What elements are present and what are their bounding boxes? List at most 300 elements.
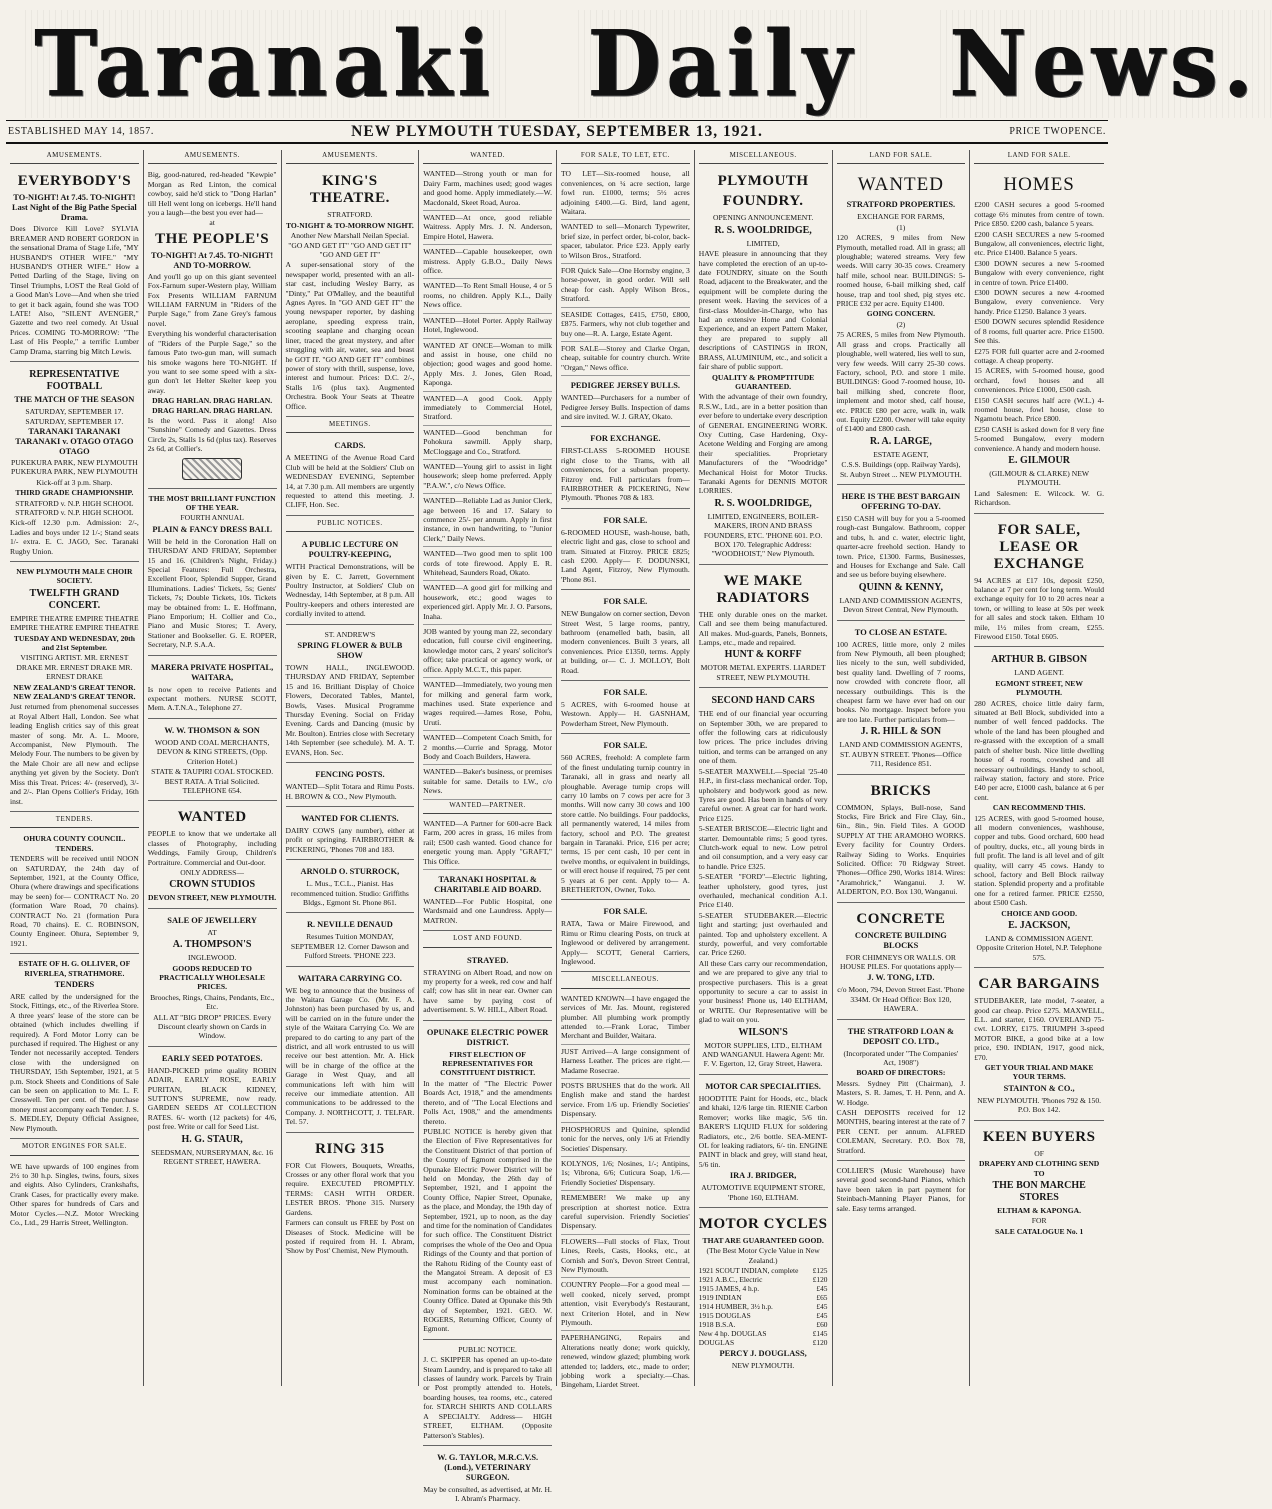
column-6: [695, 150, 833, 1386]
lease-exchange-ad: [974, 516, 1104, 648]
ad-title: IRA J. BRIDGER,: [729, 1171, 797, 1181]
ad-title: W. G. TAYLOR, M.R.C.V.S. (Lond.), VETERINARY SURGEON.: [437, 1452, 539, 1482]
ad-text: DEVON STREET, NEW PLYMOUTH.: [148, 893, 277, 903]
ad-text: 94 ACRES at £17 10s, deposit £250, balance at 7 per cent for long term. Would exchange equity for 10 to 20 acres near a town, or willing to lease at 50s per week for all sales and stock taken. Eltham 10 mile, 1½ miles from cream, £255. Firewood £150. Total £605.: [974, 575, 1104, 642]
ad-text: STRAYING on Albert Road, and now on my property for a week, red cow and half calf; cow has slit in near ear. Owner can have same by paying cost of advertisement. S. W. HILL, Albert Road.: [423, 967, 552, 1015]
thomson-ad: [148, 721, 277, 801]
denaud-ad: [286, 915, 415, 966]
ad-subtitle: TENDERS: [54, 980, 95, 989]
veterinary-ad: [423, 1448, 552, 1509]
table-cell: £65: [816, 1293, 828, 1303]
title-word-news: News.: [935, 10, 1272, 118]
ad-title: HOMES: [1003, 174, 1075, 196]
for-sale-ad: [561, 902, 690, 972]
ad-title: WILSON'S: [738, 1026, 788, 1038]
ad-text: OF: [1034, 1148, 1044, 1158]
ad-text: Big, good-natured, red-headed "Kewpie" Morgan as Red Linton, the comical cowboy, said he'd stick to "Dong Harlan" till Hell went long on icebergs. He'll hand you a laugh—the best you ever had—: [147, 170, 277, 218]
list-item: WANTED—Competent Coach Smith, for 2 months.—Currie and Spragg, Motor Body and Coach Builders, Hawera.: [423, 731, 552, 765]
ad-text: Kick-off 12.30 p.m. Admission: 2/-, Ladies and boys under 12 1/-; Stand seats 1/- extra. E. C. JAGO, Sec. Taranaki Rugby Union.: [10, 518, 139, 556]
ad-text: THE MOST BRILLIANT FUNCTION OF THE YEAR.: [148, 493, 276, 512]
list-item: 5-SEATER "FORD"—Electric lighting, leather upholstery, good tyres, just overhauled, mechanical condition A.1. Price £140.: [698, 872, 828, 910]
ad-text: TO-NIGHT! At 7.45. TO-NIGHT! Last Night of the Big Pathe Special Drama.: [12, 193, 137, 223]
list-item: COUNTRY People—For a good meal —well cooked, nicely served, prompt attention, visit Everybody's Restaurant, next Criterion Hotel, and in New Plymouth.: [561, 1278, 690, 1331]
ad-text: ELTHAM & KAPONGA.: [997, 1205, 1082, 1215]
ad-text: MOTOR SUPPLIES, LTD., ELTHAM AND WANGANUI. Hawera Agent: Mr. F. V. Egerton, 12, Gray Street, Hawera.: [702, 1040, 825, 1069]
list-item: WANTED—Capable housekeeper, own mistress. Apply G.B.O., Daily News office.: [423, 245, 552, 279]
ad-title: FENCING POSTS.: [315, 770, 385, 780]
ad-text: Is now open to receive Patients and expectant mothers. NURSE SCOTT, Mem. A.T.N.A., Telephone 27.: [147, 684, 277, 713]
ad-title: OHURA COUNTY COUNCIL. TENDERS.: [23, 834, 126, 853]
ad-title: SECOND HAND CARS: [711, 695, 815, 707]
ad-text: LAND AND COMMISSION AGENTS, ST. AUBYN STREET. 'Phones—Office 711, Residence 851.: [839, 740, 963, 769]
ad-title: R. S. WOOLDRIDGE,: [714, 224, 812, 236]
section-heading: LOST AND FOUND.: [423, 933, 552, 947]
list-item: TO LET—Six-roomed house, all conveniences, on ¼ acre section, large fowl run. £1000, terms; 5½ acres adjoining £400.—G. Bird, land agent, Waitara.: [561, 167, 690, 220]
ad-text: THE end of our financial year occurring on September 30th, we are prepared to offer the following cars at ridiculously low prices. The price includes driving tuition, and terms can be arranged on any one of them.: [698, 709, 828, 766]
section-heading: AMUSEMENTS.: [148, 150, 277, 164]
laundry-ad: [423, 1342, 552, 1446]
ad-text: With the advantage of their own foundry, R.S.W., Ltd., are in a better position than ever before to undertake every description of GENERAL ENGINEERING WORK. Oxy Cutting, Case Hardening, Oxy-Acetone Welding and Forging are among their specialities. Proprietary Manufacturers of the "Woodridge" Mechanical Hoist for Motor Trucks. Taranaki Agents for DENNIS MOTOR LORRIES.: [698, 392, 828, 496]
ad-text: A MEETING of the Avenue Road Card Club will be held at the Soldiers' Club on WEDNESDAY EVENING, September 14, at 7.30 p.m. All members are urgently requested to attend this meeting. J. CLIFF, Hon. Sec.: [285, 453, 415, 510]
ad-text: RATA, Tawa or Maire Firewood, and Rimu or Rimu clearing Posts, on truck at Inglewood or delivered by arrangement. Apply— SCOTT, General Carriers, Inglewood.: [561, 919, 690, 966]
ad-title: WE MAKE RADIATORS: [716, 572, 810, 606]
ad-text: THAT ARE GUARANTEED GOOD.: [702, 1235, 824, 1245]
for-sale-ad: [561, 511, 690, 590]
ad-title: WANTED FOR CLIENTS.: [301, 813, 399, 823]
table-cell: 1915 JAMES, 4 h.p.: [698, 1284, 760, 1294]
ad-text: FOR CHIMNEYS OR WALLS. OR HOUSE PILES. For quotations apply—: [840, 952, 962, 971]
list-item: WANTED—Hotel Porter. Apply Railway Hotel, Inglewood.: [423, 314, 552, 339]
ad-text: WITH Practical Demonstrations, will be given by E. C. Jarrett, Government Poultry Instructor, at Soldiers' Club on Wednesday, 14th September, at 8 p.m. All Poultry-keepers and others interested are cordially invited to attend.: [285, 562, 415, 619]
ring-315-ad: [286, 1135, 415, 1261]
ad-text: OPENING ANNOUNCEMENT.: [712, 213, 814, 223]
list-item: £300 DOWN secures a new 5-roomed Bungalow with every convenience, right in centre of town. Price £1400.: [974, 258, 1104, 287]
election-notice: [423, 1023, 552, 1340]
table-row: [699, 1293, 828, 1302]
list-item: £250 CASH is asked down for 8 very fine 5-roomed Bungalow, every modern convenience. A handy and modern house.: [974, 424, 1104, 453]
ad-text: COMMON, Splays, Bull-nose, Sand Stocks, Fire Brick and Fire Clay, 6in., 6in., 8in., 9in. Field Tiles. A GOOD SUPPLY AT THE ARAMOHO WORKS. Every facility for Country Orders. Railway Siding to Works. Enquiries Solicited. Office: 70 Ridgway Street. 'Phones—Office 290, Works 1814. Wires: "Aramohrick," Wanganui. J. W. ALDERTON, P.O. Box 130, Wanganui.: [836, 802, 966, 897]
ad-text: And you'll go up on this giant seventeel Fox-Farnum super-Western play, William Fox Presents WILLIAM FARNUM WILLIAM FARNUM in "Riders of the Purple Sage," from Zane Grey's famous novel.: [147, 271, 277, 328]
table-cell: £60: [816, 1320, 828, 1330]
ad-text: CAN RECOMMEND THIS.: [992, 803, 1086, 813]
list-item: WANTED—Immediately, two young men for milking and general farm work, machines used. State experience and wages required.—James Rose, Pohu, Urutí.: [423, 678, 552, 731]
ad-title: EARLY SEED POTATOES.: [161, 1053, 263, 1063]
ad-text: WANTED—Split Totara and Rimu Posts. H. BROWN & CO., New Plymouth.: [285, 782, 415, 801]
ad-text: Farmers can consult us FREE by Post on Diseases of Stock. Medicine will be posted if required from H. I. Abram, 'Show by Post' Chemist, New Plymouth.: [285, 1218, 415, 1256]
ad-title: E. GILMOUR: [1008, 454, 1070, 466]
ad-text: LAND AGENT.: [1014, 668, 1064, 678]
ad-text: FOURTH ANNUAL: [180, 513, 244, 523]
bricks-ad: [837, 777, 966, 903]
ad-title: ARNOLD O. STURROCK,: [300, 867, 400, 877]
table-row: [699, 1266, 828, 1275]
ad-title: TWELFTH GRAND CONCERT.: [29, 587, 120, 611]
ad-text: QUALITY & PROMPTITUDE GUARANTEED.: [712, 372, 815, 391]
ad-text: NEW ZEALAND'S GREAT TENOR. NEW ZEALAND'S GREAT TENOR.: [13, 682, 136, 702]
ad-text: 125 ACRES, with good 5-roomed house, all modern conveniences, washhouse, copper and tubs. Good orchard, 600 head of poultry, ducks, etc., all young birds in full profit. The land is all level and of gilt quality, will carry 45 cows. Handy to school, factory and Bell Block railway station. Splendid property and a profitable one for a retired farmer. PRICE £2550, about £500 Cash.: [974, 813, 1104, 908]
ad-text: at: [209, 218, 215, 228]
ad-text: (The Best Motor Cycle Value in New Zealand.): [706, 1246, 820, 1265]
ad-title: ESTATE OF H. G. OLLIVER, OF RIVERLEA, STRATHMORE.: [18, 959, 131, 978]
list-item: KOLYNOS, 1/6; Nosines, 1/-; Antipins, 1s; Vibrona, 6/6; Cuticura Soap, 1/6.—Friendly Societies' Dispensary.: [561, 1157, 690, 1191]
ad-text: Kick-off at 3 p.m. Sharp.: [36, 477, 113, 487]
ad-text: 120 ACRES, 9 miles from New Plymouth, metalled road. All in grass; all ploughable; watered streams. Very few weeds. Will carry 30-35 cows. Creamery half mile, school near. BUILDINGS: 5-roomed house, 6-bail milking shed, calf house, trap and tool shed, pig styes etc. PRICE £32 per acre. Equity £1400.: [836, 233, 966, 309]
ad-text: Brooches, Rings, Chains, Pendants, Etc., Etc.: [150, 992, 275, 1012]
gibson-ad: [974, 649, 1104, 968]
ad-title: FOR SALE, LEASE OR EXCHANGE: [993, 521, 1085, 572]
ad-text: COLLIER'S (Music Warehouse) have several good second-hand Pianos, which have been taken in part payment for Steinbach-Manning Player Pianos, for sale. Easy terms arranged.: [836, 1166, 966, 1213]
column-2: [144, 150, 282, 1386]
list-item: £150 CASH secures half acre (W.L.) 4-roomed house, fowl house, close to Ngamotu beach. Price £800.: [974, 395, 1104, 424]
ad-text: FOR: [1031, 1216, 1047, 1226]
list-item: WANTED KNOWN—I have engaged the services of Mr. Jas. Mount, registered plumber. All plumbing work promptly attended to.—Frank Lorac, Timber Merchant and Builder, Waitara.: [561, 992, 690, 1045]
seed-potatoes-ad: [148, 1049, 277, 1172]
ad-title: TO CLOSE AN ESTATE.: [854, 627, 947, 637]
ad-title: PUBLIC NOTICE.: [458, 1344, 517, 1354]
section-heading: PUBLIC NOTICES.: [286, 518, 415, 532]
ad-text: Does Divorce Kill Love? SYLVIA BREAMER AND ROBERT GORDON in the sensational Drama of Stage Life, "MY HUSBAND'S OTHER WIFE." "MY HUSBAND'S OTHER WIFE." How a Petted Darling of the Stage, living on Tinsel Triumphs, LOST the Real Gold of a Good Man's Love—And when she tried to get it back again, found she was TOO LATE! Also, "SILENT AVENGER," Gazette and two reel comedy. At Usual Prices. COMING TO-MORROW: "The Last of His People," a terrific Lumber Camp Drama, starring big Mitch Lewis.: [10, 224, 139, 356]
ad-text: (Incorporated under "The Companies' Act, 1908"): [843, 1048, 959, 1067]
ad-title: QUINN & KENNY,: [858, 581, 944, 593]
ad-text: c/o Moon, 794, Devon Street East. 'Phone 334M. Or Head Office: Box 120, HAWERA.: [837, 985, 965, 1014]
list-item: £200 CASH SECURES a new 5-roomed Bungalow, all conveniences, electric light, etc. Price £1400. Balance 5 years.: [974, 229, 1104, 258]
ad-title: J. W. TONG, LTD.: [867, 973, 935, 983]
table-row: [699, 1302, 828, 1311]
table-cell: £125: [812, 1266, 828, 1276]
ad-text: £150 CASH will buy for you a 5-roomed rough-cast Bungalow. Bathroom, copper and tubs, h. and c. water, electric light, quarter-acre freehold section. Handy to town. Price, £1300. Farms, Businesses, and Houses for Exchange and Sale. Call and see us before buying elsewhere.: [836, 513, 966, 580]
ad-title: PLYMOUTH: [717, 173, 809, 190]
jewellery-ad: [148, 911, 277, 1047]
ad-title: CARDS.: [334, 441, 366, 451]
ad-text: HAVE pleasure in announcing that they have completed the erection of an up-to-date FOUNDRY, situate on the South Road, adjacent to the Breakwater, and the equipment will be complete during the present week. Having the services of a first-class Moulder-in-Charge, who has had an extensive Home and Colonial Experience, and an expert Pattern Maker, they are prepared to supply all descriptions of CASTINGS in IRON, BRASS, ALUMINIUM, etc., and solicit a fair share of public support.: [698, 249, 828, 372]
ad-title: CAR BARGAINS: [978, 976, 1100, 993]
list-item: POSTS BRUSHES that do the work. All English make and stand the hardest service. From 1/6 up. Friendly Societies' Dispensary.: [561, 1079, 690, 1123]
ad-text: ST. ANDREW'S: [324, 629, 376, 639]
table-cell: 1919 INDIAN: [698, 1293, 742, 1303]
masthead: [0, 0, 1259, 118]
ad-text: (1): [896, 222, 906, 232]
ad-text: FOR Cut Flowers, Bouquets, Wreaths, Crosses or any other floral work that you require. EXECUTED PROMPTLY. TERMS: CASH WITH ORDER. LESTER BROS. 'Phone 315. Nursery Gardens.: [285, 1160, 415, 1217]
ad-title: THE PEOPLE'S: [155, 230, 270, 247]
ad-text: CHOICE AND GOOD.: [1001, 908, 1077, 918]
ad-title: CONCRETE: [856, 910, 946, 927]
ad-title: E. JACKSON,: [1008, 920, 1071, 931]
ad-title: A PUBLIC LECTURE ON POULTRY-KEEPING,: [301, 540, 399, 560]
ad-text: Just returned from phenomenal successes at Royal Albert Hall, London. See what leading English critics say of this great master of song. Mr. A. L. Moore, Accompanist, New Plymouth. The Melody Four. The numbers to be given by the Male Choir are all new and eclipse anything yet given by the Society. Don't Miss this Treat. Prices: 4/- (reserved), 3/- and 2/-. Plan Opens Collier's Friday, 16th inst.: [10, 702, 139, 806]
ad-title: HERE IS THE BEST BARGAIN OFFERING TO-DAY.: [841, 491, 961, 511]
list-item: 5-SEATER MAXWELL—Special '25-40 H.P., in first-class mechanical order. Top, upholstery and bodywork good as new. Tyres are good. Has been in hands of very careful owner. A great car for hard work. Price £125.: [698, 766, 828, 823]
ad-title: THE BON MARCHE STORES: [992, 1179, 1086, 1203]
ad-title: R. S. WOOLDRIDGE,: [714, 497, 812, 509]
ad-text: WE have upwards of 100 engines from 2½ to 30 h.p. Singles, twins, fours, sixes and eights. Also Cylinders, Crankshafts, Crank Cases, for practically every make. Other spares for hundreds of Cars and Motor Cycles.—N.Z. Motor Wrecking Co., Ltd., 29 Harris Street, Wellington.: [10, 1161, 139, 1227]
list-item: WANTED—Good benchman for Pohokura sawmill. Apply sharp, McCloggage and Co., Stratford.: [423, 426, 552, 460]
ad-title: HUNT & KORFF: [724, 649, 802, 661]
waitara-carrying-ad: [286, 969, 415, 1133]
pedigree-bulls-ad: [561, 376, 690, 427]
for-sale-ad: [561, 683, 690, 734]
column-5: [557, 150, 695, 1390]
list-item: WANTED to sell—Monarch Typewriter, brief size, in perfect order, bi-color, back-spacer, tabulator. Price £23. Apply early to Wilson Bros., Stratford.: [561, 220, 690, 264]
ad-text: NEW PLYMOUTH.: [731, 1361, 795, 1371]
ad-text: THIRD GRADE CHAMPIONSHIP.: [15, 488, 134, 498]
ad-title: FOR SALE.: [603, 688, 648, 698]
ad-text: AUTOMOTIVE EQUIPMENT STORE, 'Phone 160, ELTHAM.: [701, 1183, 826, 1202]
fencing-posts-ad: [286, 765, 415, 807]
ad-text: BOARD OF DIRECTORS:: [856, 1068, 946, 1078]
ad-title: STRAYED.: [466, 955, 509, 965]
homes-ad: [974, 167, 1104, 513]
concrete-ad: [837, 905, 966, 1020]
column-8: [970, 150, 1108, 1386]
ad-title: FOR SALE.: [603, 597, 648, 607]
flower-show-ad: [286, 627, 415, 763]
table-cell: 1915 DOUGLAS: [698, 1311, 751, 1321]
ad-text: LAND AND COMMISSION AGENTS, Devon Street Central, New Plymouth.: [839, 595, 963, 615]
ad-text: NEW PLYMOUTH. 'Phones 792 & 150. P.O. Box 142.: [977, 1095, 1102, 1115]
ad-text: Resumes Tuition MONDAY, SEPTEMBER 12. Corner Dawson and Fulford Streets. 'PHONE 223.: [290, 932, 409, 961]
ad-title: ARTHUR B. GIBSON: [991, 654, 1088, 666]
riverlea-estate-ad: [10, 956, 139, 1139]
table-cell: £45: [816, 1302, 828, 1312]
ad-text: LIMITED, ENGINEERS, BOILER-MAKERS, IRON AND BRASS FOUNDERS, ETC. 'PHONE 601. P.O. BOX 170. Telegraphic Address: "WOODHOIST," New Plymouth.: [703, 511, 823, 559]
crown-studios-ad: [148, 803, 277, 908]
ad-text: 280 ACRES, choice little dairy farm, situated at Bell Block, subdivided into a number of well fenced paddocks. The whole of the land has been ploughed and re-grassed with the exception of a small patch of shelter bush. Nice little dwelling house of 4 rooms, cowshed and all necessary outbuildings. Handy to school, railway station, factory and store. Price £40 per acre, £1000 cash, balance at 6 per cent.: [974, 698, 1104, 802]
list-item: 5-SEATER BRISCOE—Electric light and starter. Demountable rims; 5 good tyres. Clutch-work equal to new. Low petrol and oil consumption, and a very easy car to handle. Price £325.: [698, 824, 828, 871]
ad-title: SALE OF JEWELLERY: [167, 915, 257, 925]
ad-text: 560 ACRES, freehold: A complete farm of the finest undulating turnip country in Taranaki, all in grass and nearly all ploughable. Average turnip crops will carry 10 lambs on 7 cows per acre for 3 months. Will now carry 30 cows and 100 store cattle. No buildings. Four paddocks, all permanently watered, 14 miles from factory, school and P.O. The greatest bargain in Taranaki. Price, £16 per acre; terms, 15 per cent cash, 10 per cent in twelve months, or equivalent in buildings, or will erect house if required, 75 per cent 5 years at 6 per cent. Apply to— A. BRETHERTON, Owner, Toko.: [561, 753, 690, 894]
list-item: WANTED—Two good men to split 100 cords of tote firewood. Apply E. R. Whitehead, Saunders Road, Okato.: [423, 547, 552, 581]
section-heading: FOR SALE, TO LET, ETC.: [561, 150, 690, 164]
kings-theatre-ad: [286, 167, 415, 417]
table-row: [699, 1329, 828, 1338]
ad-text: Is the word. Pass it along! Also "Sunshine" Comedy and Gazettes. Dress Circle 2s, Stalls 1s 6d (plus tax). Reserves 2s 6d, at Collier's.: [147, 415, 277, 454]
ad-text: MOTOR METAL EXPERTS. LIARDET STREET, NEW PLYMOUTH.: [700, 663, 826, 682]
section-heading: MISCELLANEOUS.: [561, 974, 690, 988]
ad-title: R. NEVILLE DENAUD: [306, 920, 393, 930]
ad-title: FOUNDRY.: [722, 193, 804, 210]
list-item: WANTED—A good Cook. Apply immediately to Commercial Hotel, Stratford.: [423, 392, 552, 426]
ad-title: TARANAKI HOSPITAL & CHARITABLE AID BOARD.: [434, 875, 542, 894]
columns: [6, 150, 1108, 1504]
for-sale-ad: [561, 592, 690, 681]
ad-text: DRAG HARLAN. DRAG HARLAN. DRAG HARLAN. DRAG HARLAN.: [152, 396, 273, 415]
ad-text: STUDEBAKER, late model, 7-seater, a good car cheap. Price £275. MAXWELL, E.L. and starter, £160. OVERLAND 75-cwt. LORRY, £175. TRIUMPH 3-speed MOTOR BIKE, a good bike at a low price, £90. INDIAN, 1917, good nick, £70.: [974, 996, 1104, 1062]
ad-title: MOTOR CAR SPECIALITIES.: [705, 1081, 821, 1091]
ad-title: FOR EXCHANGE.: [590, 434, 661, 444]
newspaper-title: [20, 9, 1259, 118]
list-item: JOB wanted by young man 22, secondary education, full course civil engineering, knowledge motor cars, 2 years' solicitor's office; take practical or agency work, or office. Apply M.C.T., this paper.: [423, 625, 552, 678]
ad-text: NEW Bungalow on corner section, Devon Street West, 5 large rooms, pantry, bathroom (enamelled bath, basin, all modern conveniences. Built 3 years, all conveniences. Price £1350, terms. Apply at building, or— C. J. MOLLOY, Bolt Road.: [561, 609, 690, 675]
section-heading: TENDERS.: [10, 814, 139, 828]
list-item: WANTED—A Partner for 600-acre Back Farm, 200 acres in grass, 16 miles from rail; £500 cash wanted. Good chance for energetic young man. Apply "GRAFT," This Office.: [423, 817, 552, 870]
ad-text: FIRST-CLASS 5-ROOMED HOUSE right close to the Trams, with all conveniences, for a suburban property. Fitzroy end. Full particulars from— FAIRBROTHER & PICKERING, New Plymouth. 'Phones 708 & 183.: [561, 446, 690, 503]
section-heading: WANTED—PARTNER.: [423, 800, 552, 814]
table-cell: £120: [812, 1275, 828, 1285]
ad-title: H. G. STAUR,: [181, 1133, 243, 1145]
ad-text: (2): [896, 319, 906, 329]
ad-text: EMPIRE THEATRE EMPIRE THEATRE EMPIRE THEATRE EMPIRE THEATRE: [10, 613, 139, 633]
ad-text: CASH DEPOSITS received for 12 MONTHS, bearing interest at the rate of 7 PER CENT. per annum. ALFRED COLEMAN, Secretary. P.O. Box 78, Stratford.: [836, 1108, 966, 1155]
ad-text: TUESDAY AND WEDNESDAY, 20th and 21st September.: [13, 633, 135, 652]
ad-text: TO-NIGHT! At 7.45. TO-NIGHT! AND TO-MORROW.: [151, 250, 274, 270]
list-item: PAPERHANGING, Repairs and Alterations neatly done; work quickly, renewed, window glazed; plumbing work attended to; ladders, etc., made to order; jobbing work a specialty.—Chas. Bingeham, Liardet Street.: [561, 1333, 690, 1390]
ad-title: CROWN STUDIOS: [169, 879, 256, 891]
list-item: WANTED—Strong youth or man for Dairy Farm, machines used; good wages and good home. Apply immediately.—W. Macdonald, Skeet Road, Auroa.: [423, 167, 552, 211]
title-word-daily: Daily: [573, 10, 871, 118]
ad-title: PEDIGREE JERSEY BULLS.: [570, 381, 681, 391]
everybodys-ad: [10, 167, 139, 362]
section-heading: LAND FOR SALE.: [974, 150, 1104, 164]
bon-marche-ad: [974, 1123, 1104, 1241]
ad-title: THE STRATFORD LOAN & DEPOSIT CO. LTD.,: [847, 1026, 954, 1046]
list-item: £200 CASH secures a good 5-roomed cottage 6½ minutes from centre of town. Price £850. £200 cash, balance 5 years.: [974, 200, 1104, 229]
list-item: 15 ACRES, with 5-roomed house, good orchard, fowl houses and all conveniences. Price £1000, £500 cash.: [974, 366, 1104, 395]
loan-deposit-ad: [837, 1022, 966, 1161]
ad-text: INGLEWOOD.: [187, 953, 237, 963]
ad-title: SPRING FLOWER & BULB SHOW: [297, 641, 403, 661]
ad-text: FIRST ELECTION OF REPRESENTATIVES FOR CONSTITUENT DISTRICT.: [440, 1049, 536, 1078]
ad-title: CONCRETE BUILDING BLOCKS: [854, 930, 947, 950]
table-row: [699, 1275, 828, 1284]
section-heading: MISCELLANEOUS.: [699, 150, 828, 164]
ad-text: PEOPLE to know that we undertake all classes of Photography, including Weddings, Family Group, Children's Portraiture. Commercial and Out-door.: [147, 829, 277, 867]
column-4: [419, 150, 557, 1504]
list-item: WANTED—At once, good reliable Waitress. Apply Mrs. J. N. Anderson, Empire Hotel, Hawera.: [423, 211, 552, 245]
ad-title: KING'S THEATRE.: [309, 173, 390, 207]
table-cell: £45: [816, 1311, 828, 1321]
ad-text: STRATFORD v. N.P. HIGH SCHOOL STRATFORD v. N.P. HIGH SCHOOL: [15, 498, 134, 517]
list-item: £275 FOR full quarter acre and 2-roomed cottage. A cheap property.: [974, 346, 1104, 365]
ad-text: J. C. SKIPPER has opened an up-to-date Steam Laundry, and is prepared to take all classes of laundry work. Parcels by Train or Post promptly attended to. Hotels, boarding houses, tea rooms, etc., catered for. STARCH SHIRTS AND COLLARS A SPECIALTY. Address— HIGH STREET, ELTHAM. (Opposite Patterson's Stables).: [423, 1355, 552, 1440]
exchange-ad: [561, 429, 690, 508]
ad-text: ALL AT "BIG DROP" PRICES. Every Discount clearly shown on Cards in Window.: [153, 1012, 272, 1041]
title-word-taranaki: Taranaki: [20, 10, 509, 118]
column-3: [282, 150, 420, 1386]
list-item: WANTED AT ONCE—Woman to milk and assist in house, one child no objection; good wages and good home. Apply Mrs. J. Jones, Glen Road, Kaponga.: [423, 339, 552, 392]
table-row: [699, 1320, 828, 1329]
table-cell: 1921 SCOUT INDIAN, complete: [698, 1266, 799, 1276]
ad-text: 75 ACRES, 5 miles from New Plymouth. All grass and crops. Practically all ploughable, well watered, lies well to sun, very few weeds. Will carry 25-30 cows. Factory, school, P.O. and store 1 mile. BUILDINGS: Good 7-roomed house, 10-bail milking shed, concrete floor, implement and motor shed, calf house, etc. PRICE £80 per acre, walk in, walk out. Equity £2200. Owner will take equity of £1400 and £800 cash.: [836, 330, 966, 434]
ad-text: HAND-PICKED prime quality ROBIN ADAIR, EARLY ROSE, EARLY PURITAN, BLACK KIDNEY, SUTTON'S SUPREME, now ready. GARDEN SEEDS AT COLLECTION RATES. 6/- worth (12 packets) for 4/6, post free. Write or call for Seed List.: [147, 1065, 277, 1132]
ad-text: HOODTITE Paint for Hoods, etc., black and khaki, 12/6 large tin. RIENIE Carbon Remover; works like magic, 5/6 tin. BAKER'S LIQUID FLUX for soldering Radiators, etc., 2/6 bottle. SEA-MENT-OL for leaking radiators, 6/- tin. ENGINE PAINT in black and grey, will stand heat, 5/6 tin.: [698, 1093, 828, 1169]
ball-ad: [148, 491, 277, 656]
list-item: WANTED—Reliable Lad as Junior Clerk, age between 16 and 17. Salary to commence 25/- per annum. Apply in first instance, in own handwriting, to "Junior Clerk," Daily News.: [423, 494, 552, 547]
ad-title: WANTED: [177, 809, 247, 826]
table-cell: 1914 HUMBER, 3½ h.p.: [698, 1302, 773, 1312]
stratford-properties-ad: [837, 167, 966, 485]
best-bargain-ad: [837, 487, 966, 621]
section-heading: MOTOR ENGINES FOR SALE.: [10, 1141, 139, 1155]
ad-text: WANTED—Purchasers for a number of Pedigree Jersey Bulls. Inspection of dams and sire invited. W. J. GRAY, Okato.: [561, 393, 690, 421]
ad-text: GOING CONCERN.: [866, 309, 936, 319]
ad-text: NEW PLYMOUTH MALE CHOIR SOCIETY.: [16, 566, 133, 586]
ad-text: Will be held in the Coronation Hall on THURSDAY AND FRIDAY, September 15 and 16. (Children's Night, Friday.) Special Features: Full Orchestra, Excellent Floor, Splendid Supper, Grand Illuminations. Ladies' Tickets, 5s; Gents' Tickets, 7s; Double Tickets, 10s. Tickets may be obtained from: L. E. Hoffmann, Piano Emporium; H. Collier and Co., Piano and Music Stores; T. Avery, Stationer and Bookseller. G. E. ROPER, Secretary, N.P. S.A.A.: [147, 536, 277, 650]
ad-text: STATE & TAUPIRI COAL STOCKED. BEST RATA. A Trial Solicited. TELEPHONE 654.: [151, 767, 274, 795]
ad-text: TOWN HALL, INGLEWOOD. THURSDAY AND FRIDAY, September 15 and 16. Brilliant Display of Choice Flowers, Decorated Tables, Mantel, Bowls, Vases. Musical Programme Thursday Evening. Social on Friday Evening. Cards and Dancing (music by Mr. Boulton). Entries close with Secretary 14th September (see schedule). M. A. T. EVANS, Hon. Sec.: [285, 663, 415, 757]
theatre-logo-icon: [182, 458, 242, 480]
ad-text: WANTED—For Public Hospital, one Wardsmaid and one Laundress. Apply— MATRON.: [423, 897, 552, 925]
ad-title: STAINTON & CO.,: [1003, 1083, 1075, 1093]
ad-title: MOTOR CYCLES: [698, 1215, 828, 1232]
cards-meeting-ad: [286, 436, 415, 515]
section-heading: LAND FOR SALE.: [837, 150, 966, 164]
ad-text: ESTATE AGENT,: [873, 449, 929, 459]
ad-text: DAIRY COWS (any number), either at profit or springing. FAIRBROTHER & PICKERING, 'Phones 708 and 183.: [285, 825, 415, 854]
ad-text: Everything his wonderful characterisation of "Riders of the Purple Sage," so the famous Pato two-gun man, will sumach his smoke wagons here TO-NIGHT. If you want to see some speed with a six-gun don't let Helter Skelter keep you away.: [147, 329, 277, 395]
table-row: [699, 1338, 828, 1347]
car-specialities-ad: [699, 1077, 828, 1208]
ad-text: EXCHANGE FOR FARMS,: [857, 212, 945, 222]
ad-text: THE only durable ones on the market. Call and see them being manufactured. All makes. Mud-guards, Panels, Bonnets, Lamps, etc., made and repaired.: [698, 609, 828, 648]
ad-text: EGMONT STREET, NEW PLYMOUTH.: [995, 678, 1083, 698]
list-item: FOR Quick Sale—One Hornsby engine, 3 horse-power, in good order. Will sell cheap for cash. Apply Wilson Bros., Stratford.: [561, 264, 690, 308]
foundry-ad: [699, 167, 828, 564]
ad-text: AT: [207, 927, 217, 937]
ad-text: GET YOUR TRIAL AND MAKE YOUR TERMS.: [984, 1063, 1094, 1082]
table-cell: £145: [812, 1329, 828, 1339]
ad-title: FOR SALE.: [603, 907, 648, 917]
pianos-ad: [837, 1163, 966, 1218]
car-bargains-ad: [974, 970, 1104, 1120]
ad-text: PUBLIC NOTICE is hereby given that the Election of Five Representatives for the Constituent District of that portion of the County of Egmont comprised in the Opunake Electric Power District will be held on Monday, the 26th day of September, 1921, and I appoint the County Office, Napier Street, Opunake, as the place, and Monday, the 19th day of September, 1921, up to noon, as the day and time for the nomination of Candidates for such office. The Constituent District comprises the whole of the Oeo and Opua Ridings of the County and that portion of the Rahotu Riding of the County east of the Mangatoi Stream. A deposit of £3 must accompany each nomination. Nomination forms can be obtained at the County Office. Dated at Opunake this 9th day of September, 1921. GEO. W. ROGERS, Returning Officer, County of Egmont.: [423, 1126, 552, 1334]
ad-text: TENDERS will be received until NOON on SATURDAY, the 24th day of September, 1921, at the County Office, Ohura (where drawings and specifications may be seen) for— CONTRACT No. 20 (formation Ware Road, 70 chains). CONTRACT No. 21 (formation Pura Road, 70 chains). E. C. ROBINSON, County Engineer. Ohura, September 9, 1921.: [10, 854, 139, 948]
section-heading: WANTED.: [423, 150, 552, 164]
strayed-ad: [423, 951, 552, 1021]
list-item: WANTED—A good girl for milking and housework, etc.; good wages to experienced girl. Apply Mr. J. O. Parsons, Inaha.: [423, 581, 552, 625]
ohura-tenders-ad: [10, 831, 139, 954]
ad-text: 100 ACRES, little more, only 2 miles from New Plymouth, all been ploughed; lies nicely to the sun, well subdivided, best quality land. Dwelling of 7 rooms, now crowded with concrete floor, all necessary outbuildings. This is the cheapest farm we have ever had on our books. No mortgage. Inspect before you are too late. Further particulars from—: [836, 639, 966, 724]
ad-title: FOR SALE.: [603, 515, 648, 525]
ad-text: SATURDAY, SEPTEMBER 17. SATURDAY, SEPTEMBER 17.: [25, 407, 124, 426]
ad-text: WE beg to announce that the business of the Waitara Garage Co. (Mr. F. A. Johnston) has been purchased by us, and will be carried on in the future under the style of the Waitara Carrying Co. We are prepared to do carting to any part of the district, and all work entrusted to us will receive our best attention. Mr. A. Hick will be in charge of the office at the Garage in West Quay, and all communications left with him will receive our immediate attention. All communications to be addressed to the Company. J. NORTHCOTT, J. TELFAR. Tel. 57.: [285, 985, 415, 1127]
ad-text: DRAPERY AND CLOTHING SEND TO: [978, 1159, 1100, 1178]
ad-text: L. Mus., T.C.L., Pianist. Has recommenced tuition. Studio: Griffiths Bldgs., Egmont St. Phone 861.: [290, 879, 409, 907]
table-cell: £120: [812, 1338, 828, 1348]
motor-cycle-table: [699, 1266, 828, 1347]
ad-text: WOOD AND COAL MERCHANTS, DEVON & KING STREETS, (Opp. Criterion Hotel.): [154, 737, 270, 766]
second-hand-cars-ad: [699, 690, 828, 1075]
motor-engines-ad: [10, 1159, 139, 1233]
list-item: JUST Arrived—A large consignment of Harness Leather. The prices are right.—Madame Rosecrae.: [561, 1045, 690, 1079]
section-heading: AMUSEMENTS.: [286, 150, 415, 164]
ad-title: FOR SALE.: [603, 741, 648, 751]
ad-text: Messrs. Sydney Pitt (Chairman), J. Masters, S. R. James, T. H. Penn, and A. W. Hodge.: [836, 1078, 966, 1107]
table-row: [699, 1284, 828, 1293]
table-cell: £45: [816, 1284, 828, 1294]
list-item: FLOWERS—Full stocks of Flax, Trout Lines, Reels, Casts, Hooks, etc., at Cornish and Son's, Devon Street Central, New Plymouth.: [561, 1235, 690, 1279]
motor-cycles-ad: [699, 1210, 828, 1376]
ad-title: RING 315: [315, 1140, 385, 1157]
ad-text: May be consulted, as advertised, at Mr. H. I. Abram's Pharmacy.: [423, 1484, 552, 1504]
ad-text: VISITING ARTIST. MR. ERNEST DRAKE MR. ERNEST DRAKE MR. ERNEST DRAKE: [16, 653, 133, 682]
dateline: [6, 120, 1108, 144]
ad-text: ARE called by the undersigned for the Stock, Fittings, etc., of the Riverlea Store. A three years' lease of the store can be obtained (which includes dwelling if required). A Ford Motor Lorry can be purchased if required. The Highest or any Tender not necessarily accepted. Tenders close with the undersigned on THURSDAY, 15th September, 1921, at 5 p.m. Stock Sheets and Conditions of Sale can be seen on application to Mr. L. F. Cresswell. Ten per cent. of the purchase money must accompany each Tender. J. S. S. MEDLEY, Deputy Official Assignee, New Plymouth.: [10, 992, 139, 1133]
ad-text: Land Salesmen: E. Wilcock. W. G. Richardson.: [974, 488, 1104, 508]
sturrock-ad: [286, 862, 415, 913]
ad-text: In the matter of "The Electric Power Boards Act, 1918," and the amendments thereto, and of "The Local Elections and Polls Act, 1908," and the amendments thereto.: [423, 1078, 552, 1126]
ad-title: WANTED: [857, 174, 944, 196]
ad-text: 5 ACRES, with 6-roomed house at Westown. Apply— H. GASNHAM, Powderham Street, New Plymouth.: [561, 700, 690, 728]
table-cell: 1918 B.S.A.: [698, 1320, 736, 1330]
ad-title: PERCY J. DOUGLASS,: [719, 1349, 807, 1359]
ad-text: (GILMOUR & CLARKE) NEW PLYMOUTH.: [989, 468, 1089, 488]
ad-text: A super-sensational story of the newspaper world, presented with an all-star cast, including Wesley Barry, as "Dinty," Pat O'Malley, and the beautiful Agnes Ayres. In "GO AND GET IT" the young newspaper reporter, by dashing aeroplane, speeding express train, scooting seaplane and charging ocean liner, traced the great mystery, and after struggling with air, water, sea and beast he GOT IT. "GO AND GET IT" combines power of story with thrill, suspense, love, interest and humour. Prices: D.C. 2/-, Stalls 1/6 (plus tax). Augmented Orchestra. Book Your Seats at Theatre Office.: [285, 260, 415, 411]
ad-text: TARANAKI TARANAKI TARANAKI v. OTAGO OTAGO OTAGO: [15, 426, 134, 456]
list-item: £500 DOWN secures splendid Residence of 8 rooms, full quarter acre. Price £1500. See this.: [974, 317, 1104, 346]
list-item: WANTED—To Rent Small House, 4 or 5 rooms, no children. Apply K.L., Daily News office.: [423, 279, 552, 313]
football-ad: [10, 364, 139, 562]
ad-text: PUKEKURA PARK, NEW PLYMOUTH PUKEKURA PARK, NEW PLYMOUTH: [11, 457, 138, 477]
